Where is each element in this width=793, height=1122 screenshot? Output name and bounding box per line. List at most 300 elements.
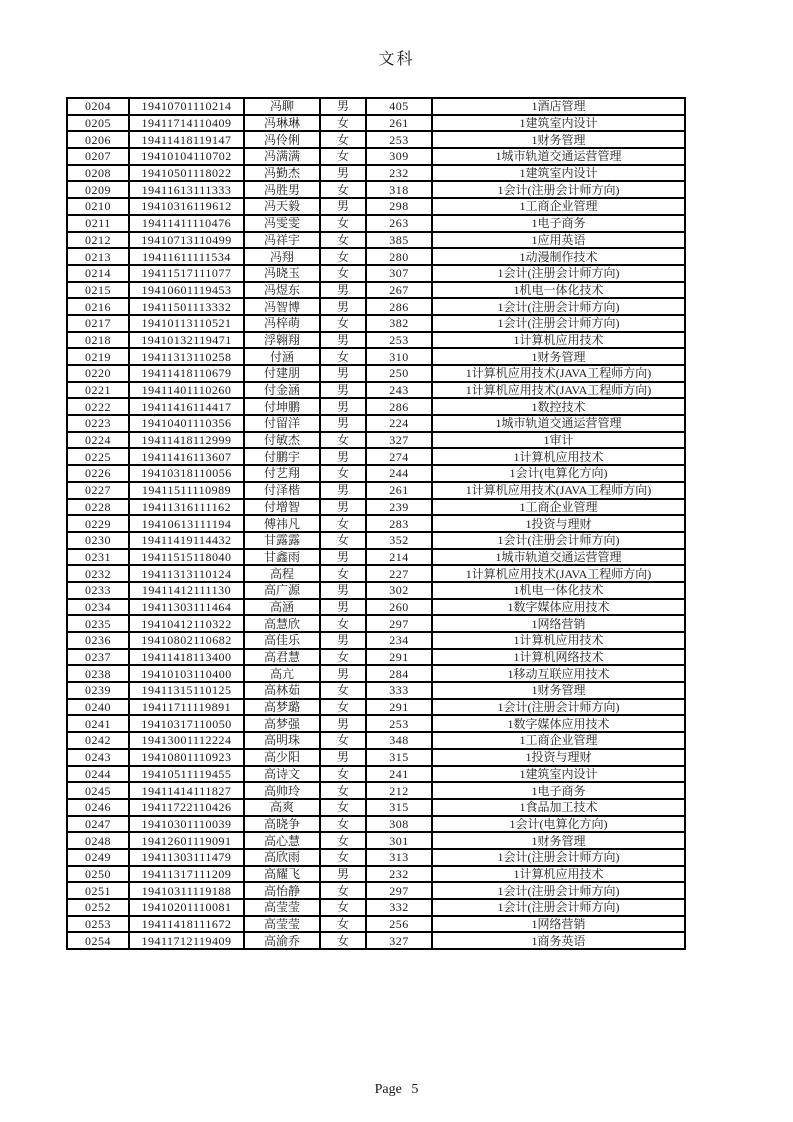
cell-score: 253 bbox=[366, 332, 432, 349]
cell-gender: 女 bbox=[320, 899, 366, 916]
cell-score: 283 bbox=[366, 515, 432, 532]
cell-score: 327 bbox=[366, 932, 432, 949]
table-row bbox=[67, 348, 685, 365]
cell-score: 234 bbox=[366, 632, 432, 649]
cell-exam-number: 19410511119455 bbox=[129, 766, 244, 783]
cell-score: 241 bbox=[366, 766, 432, 783]
cell-serial: 0215 bbox=[67, 282, 129, 299]
cell-exam-number: 19411722110426 bbox=[129, 799, 244, 816]
cell-major: 1会计(注册会计师方向) bbox=[432, 532, 685, 549]
cell-serial: 0235 bbox=[67, 615, 129, 632]
cell-name: 冯胜男 bbox=[244, 181, 320, 198]
cell-serial: 0207 bbox=[67, 148, 129, 165]
cell-name: 高广源 bbox=[244, 582, 320, 599]
table-row bbox=[67, 766, 685, 783]
cell-major: 1机电一体化技术 bbox=[432, 282, 685, 299]
cell-exam-number: 19410613111194 bbox=[129, 515, 244, 532]
cell-gender: 女 bbox=[320, 782, 366, 799]
cell-major: 1会计(注册会计师方向) bbox=[432, 181, 685, 198]
cell-major: 1投资与理财 bbox=[432, 749, 685, 766]
cell-name: 高佳乐 bbox=[244, 632, 320, 649]
cell-gender: 男 bbox=[320, 482, 366, 499]
table-row bbox=[67, 432, 685, 449]
cell-major: 1城市轨道交通运营管理 bbox=[432, 148, 685, 165]
cell-exam-number: 19411418119147 bbox=[129, 131, 244, 148]
cell-name: 高耀飞 bbox=[244, 866, 320, 883]
cell-score: 284 bbox=[366, 665, 432, 682]
cell-exam-number: 19410601119453 bbox=[129, 282, 244, 299]
table-row bbox=[67, 265, 685, 282]
cell-major: 1计算机应用技术(JAVA工程师方向) bbox=[432, 365, 685, 382]
cell-serial: 0232 bbox=[67, 565, 129, 582]
cell-name: 高心慧 bbox=[244, 832, 320, 849]
cell-score: 352 bbox=[366, 532, 432, 549]
cell-exam-number: 19411412111130 bbox=[129, 582, 244, 599]
cell-serial: 0237 bbox=[67, 649, 129, 666]
table-row bbox=[67, 131, 685, 148]
cell-serial: 0240 bbox=[67, 699, 129, 716]
cell-serial: 0247 bbox=[67, 816, 129, 833]
table-row bbox=[67, 599, 685, 616]
table-row bbox=[67, 832, 685, 849]
cell-gender: 男 bbox=[320, 549, 366, 566]
cell-score: 310 bbox=[366, 348, 432, 365]
cell-score: 297 bbox=[366, 882, 432, 899]
cell-gender: 女 bbox=[320, 465, 366, 482]
cell-major: 1数字媒体应用技术 bbox=[432, 715, 685, 732]
cell-exam-number: 19410713110499 bbox=[129, 232, 244, 249]
cell-name: 付鹏宇 bbox=[244, 448, 320, 465]
table-row bbox=[67, 532, 685, 549]
cell-exam-number: 19410412110322 bbox=[129, 615, 244, 632]
students-table-body bbox=[67, 98, 685, 949]
cell-gender: 男 bbox=[320, 332, 366, 349]
cell-name: 高怡静 bbox=[244, 882, 320, 899]
cell-score: 382 bbox=[366, 315, 432, 332]
cell-serial: 0231 bbox=[67, 549, 129, 566]
cell-major: 1电子商务 bbox=[432, 215, 685, 232]
cell-serial: 0212 bbox=[67, 232, 129, 249]
cell-major: 1财务管理 bbox=[432, 131, 685, 148]
cell-serial: 0239 bbox=[67, 682, 129, 699]
cell-gender: 女 bbox=[320, 131, 366, 148]
cell-serial: 0214 bbox=[67, 265, 129, 282]
cell-exam-number: 19411712119409 bbox=[129, 932, 244, 949]
cell-major: 1计算机应用技术(JAVA工程师方向) bbox=[432, 565, 685, 582]
cell-exam-number: 19411611111534 bbox=[129, 248, 244, 265]
cell-major: 1酒店管理 bbox=[432, 98, 685, 115]
table-row bbox=[67, 849, 685, 866]
table-row bbox=[67, 749, 685, 766]
cell-gender: 女 bbox=[320, 649, 366, 666]
cell-major: 1财务管理 bbox=[432, 348, 685, 365]
cell-major: 1电子商务 bbox=[432, 782, 685, 799]
cell-serial: 0222 bbox=[67, 398, 129, 415]
cell-name: 冯智博 bbox=[244, 298, 320, 315]
cell-gender: 男 bbox=[320, 298, 366, 315]
cell-serial: 0204 bbox=[67, 98, 129, 115]
cell-major: 1城市轨道交通运营管理 bbox=[432, 549, 685, 566]
cell-score: 250 bbox=[366, 365, 432, 382]
cell-major: 1工商企业管理 bbox=[432, 732, 685, 749]
cell-score: 315 bbox=[366, 799, 432, 816]
cell-major: 1城市轨道交通运营管理 bbox=[432, 415, 685, 432]
cell-name: 冯伶俐 bbox=[244, 131, 320, 148]
cell-gender: 女 bbox=[320, 682, 366, 699]
cell-score: 224 bbox=[366, 415, 432, 432]
cell-name: 冯勤杰 bbox=[244, 165, 320, 182]
cell-exam-number: 19411613111333 bbox=[129, 181, 244, 198]
cell-major: 1商务英语 bbox=[432, 932, 685, 949]
cell-gender: 男 bbox=[320, 582, 366, 599]
cell-major: 1财务管理 bbox=[432, 682, 685, 699]
cell-score: 256 bbox=[366, 916, 432, 933]
cell-name: 冯雯雯 bbox=[244, 215, 320, 232]
table-row bbox=[67, 499, 685, 516]
cell-name: 冯聊 bbox=[244, 98, 320, 115]
cell-exam-number: 19411414111827 bbox=[129, 782, 244, 799]
cell-exam-number: 19410201110081 bbox=[129, 899, 244, 916]
cell-score: 348 bbox=[366, 732, 432, 749]
cell-name: 高欣雨 bbox=[244, 849, 320, 866]
table-row bbox=[67, 665, 685, 682]
cell-name: 傅祎凡 bbox=[244, 515, 320, 532]
cell-gender: 女 bbox=[320, 766, 366, 783]
cell-serial: 0242 bbox=[67, 732, 129, 749]
cell-gender: 女 bbox=[320, 215, 366, 232]
cell-gender: 女 bbox=[320, 565, 366, 582]
cell-score: 239 bbox=[366, 499, 432, 516]
cell-exam-number: 19410318110056 bbox=[129, 465, 244, 482]
cell-major: 1会计(注册会计师方向) bbox=[432, 265, 685, 282]
cell-score: 214 bbox=[366, 549, 432, 566]
cell-serial: 0221 bbox=[67, 382, 129, 399]
table-row bbox=[67, 248, 685, 265]
cell-exam-number: 19411515118040 bbox=[129, 549, 244, 566]
table-row bbox=[67, 782, 685, 799]
cell-exam-number: 19410801110923 bbox=[129, 749, 244, 766]
cell-major: 1计算机应用技术(JAVA工程师方向) bbox=[432, 482, 685, 499]
cell-serial: 0238 bbox=[67, 665, 129, 682]
table-row bbox=[67, 365, 685, 382]
cell-exam-number: 19411418111672 bbox=[129, 916, 244, 933]
cell-name: 高莹莹 bbox=[244, 916, 320, 933]
cell-gender: 男 bbox=[320, 715, 366, 732]
cell-major: 1会计(注册会计师方向) bbox=[432, 699, 685, 716]
cell-gender: 女 bbox=[320, 532, 366, 549]
table-row bbox=[67, 549, 685, 566]
cell-score: 307 bbox=[366, 265, 432, 282]
cell-serial: 0219 bbox=[67, 348, 129, 365]
cell-gender: 女 bbox=[320, 248, 366, 265]
cell-name: 冯煜东 bbox=[244, 282, 320, 299]
cell-serial: 0224 bbox=[67, 432, 129, 449]
cell-exam-number: 19410132119471 bbox=[129, 332, 244, 349]
cell-name: 冯翔 bbox=[244, 248, 320, 265]
cell-major: 1会计(电算化方向) bbox=[432, 465, 685, 482]
cell-gender: 男 bbox=[320, 749, 366, 766]
cell-exam-number: 19411416114417 bbox=[129, 398, 244, 415]
table-row bbox=[67, 98, 685, 115]
cell-name: 冯晓玉 bbox=[244, 265, 320, 282]
cell-gender: 男 bbox=[320, 398, 366, 415]
cell-exam-number: 19411501113332 bbox=[129, 298, 244, 315]
cell-exam-number: 19411416113607 bbox=[129, 448, 244, 465]
table-row bbox=[67, 215, 685, 232]
cell-name: 高梦璐 bbox=[244, 699, 320, 716]
cell-gender: 女 bbox=[320, 882, 366, 899]
cell-serial: 0217 bbox=[67, 315, 129, 332]
cell-serial: 0227 bbox=[67, 482, 129, 499]
cell-serial: 0225 bbox=[67, 448, 129, 465]
cell-major: 1工商企业管理 bbox=[432, 499, 685, 516]
cell-name: 付艺翔 bbox=[244, 465, 320, 482]
cell-gender: 女 bbox=[320, 265, 366, 282]
cell-serial: 0233 bbox=[67, 582, 129, 599]
cell-score: 267 bbox=[366, 282, 432, 299]
cell-major: 1投资与理财 bbox=[432, 515, 685, 532]
cell-exam-number: 19411517111077 bbox=[129, 265, 244, 282]
cell-score: 297 bbox=[366, 615, 432, 632]
cell-serial: 0248 bbox=[67, 832, 129, 849]
cell-gender: 男 bbox=[320, 198, 366, 215]
cell-score: 405 bbox=[366, 98, 432, 115]
cell-score: 309 bbox=[366, 148, 432, 165]
cell-major: 1数控技术 bbox=[432, 398, 685, 415]
cell-name: 浮翱翔 bbox=[244, 332, 320, 349]
cell-exam-number: 19410317110050 bbox=[129, 715, 244, 732]
cell-exam-number: 19411411110476 bbox=[129, 215, 244, 232]
cell-major: 1财务管理 bbox=[432, 832, 685, 849]
cell-score: 286 bbox=[366, 398, 432, 415]
cell-gender: 女 bbox=[320, 732, 366, 749]
table-row bbox=[67, 649, 685, 666]
cell-serial: 0205 bbox=[67, 115, 129, 132]
cell-gender: 女 bbox=[320, 849, 366, 866]
cell-gender: 男 bbox=[320, 98, 366, 115]
cell-name: 高林茹 bbox=[244, 682, 320, 699]
cell-name: 高慧欣 bbox=[244, 615, 320, 632]
cell-major: 1计算机网络技术 bbox=[432, 649, 685, 666]
table-row bbox=[67, 715, 685, 732]
cell-major: 1建筑室内设计 bbox=[432, 115, 685, 132]
cell-serial: 0223 bbox=[67, 415, 129, 432]
cell-score: 291 bbox=[366, 649, 432, 666]
table-row bbox=[67, 115, 685, 132]
cell-name: 高莹莹 bbox=[244, 899, 320, 916]
cell-score: 313 bbox=[366, 849, 432, 866]
cell-gender: 女 bbox=[320, 232, 366, 249]
cell-gender: 男 bbox=[320, 866, 366, 883]
cell-serial: 0220 bbox=[67, 365, 129, 382]
table-row bbox=[67, 932, 685, 949]
cell-gender: 女 bbox=[320, 832, 366, 849]
cell-exam-number: 19411315110125 bbox=[129, 682, 244, 699]
table-row bbox=[67, 515, 685, 532]
cell-exam-number: 19411418112999 bbox=[129, 432, 244, 449]
cell-score: 212 bbox=[366, 782, 432, 799]
cell-serial: 0250 bbox=[67, 866, 129, 883]
cell-score: 263 bbox=[366, 215, 432, 232]
table-row bbox=[67, 582, 685, 599]
cell-name: 高渝乔 bbox=[244, 932, 320, 949]
cell-major: 1动漫制作技术 bbox=[432, 248, 685, 265]
cell-serial: 0206 bbox=[67, 131, 129, 148]
cell-gender: 男 bbox=[320, 382, 366, 399]
cell-score: 327 bbox=[366, 432, 432, 449]
cell-score: 302 bbox=[366, 582, 432, 599]
cell-exam-number: 19411418110679 bbox=[129, 365, 244, 382]
cell-exam-number: 19410301110039 bbox=[129, 816, 244, 833]
cell-exam-number: 19412601119091 bbox=[129, 832, 244, 849]
cell-gender: 女 bbox=[320, 315, 366, 332]
cell-gender: 男 bbox=[320, 665, 366, 682]
cell-score: 232 bbox=[366, 866, 432, 883]
cell-name: 高涵 bbox=[244, 599, 320, 616]
table-row bbox=[67, 448, 685, 465]
cell-score: 260 bbox=[366, 599, 432, 616]
cell-exam-number: 19410802110682 bbox=[129, 632, 244, 649]
cell-exam-number: 19410104110702 bbox=[129, 148, 244, 165]
cell-serial: 0249 bbox=[67, 849, 129, 866]
cell-name: 冯天毅 bbox=[244, 198, 320, 215]
cell-gender: 女 bbox=[320, 799, 366, 816]
cell-serial: 0246 bbox=[67, 799, 129, 816]
cell-serial: 0228 bbox=[67, 499, 129, 516]
cell-gender: 男 bbox=[320, 365, 366, 382]
cell-major: 1机电一体化技术 bbox=[432, 582, 685, 599]
cell-gender: 女 bbox=[320, 148, 366, 165]
cell-serial: 0253 bbox=[67, 916, 129, 933]
cell-serial: 0218 bbox=[67, 332, 129, 349]
cell-gender: 女 bbox=[320, 515, 366, 532]
cell-exam-number: 19411303111479 bbox=[129, 849, 244, 866]
table-row bbox=[67, 465, 685, 482]
table-row bbox=[67, 398, 685, 415]
cell-exam-number: 19411316111162 bbox=[129, 499, 244, 516]
cell-name: 甘鑫雨 bbox=[244, 549, 320, 566]
table-row bbox=[67, 415, 685, 432]
cell-name: 高梦强 bbox=[244, 715, 320, 732]
cell-gender: 男 bbox=[320, 448, 366, 465]
cell-serial: 0208 bbox=[67, 165, 129, 182]
table-row bbox=[67, 282, 685, 299]
cell-gender: 女 bbox=[320, 348, 366, 365]
table-row bbox=[67, 882, 685, 899]
cell-name: 付建朋 bbox=[244, 365, 320, 382]
cell-major: 1计算机应用技术(JAVA工程师方向) bbox=[432, 382, 685, 399]
cell-exam-number: 19411317111209 bbox=[129, 866, 244, 883]
cell-exam-number: 19411511110989 bbox=[129, 482, 244, 499]
cell-score: 261 bbox=[366, 115, 432, 132]
cell-exam-number: 19411714110409 bbox=[129, 115, 244, 132]
cell-serial: 0245 bbox=[67, 782, 129, 799]
cell-gender: 女 bbox=[320, 181, 366, 198]
cell-gender: 女 bbox=[320, 432, 366, 449]
cell-gender: 女 bbox=[320, 699, 366, 716]
cell-name: 付泽楷 bbox=[244, 482, 320, 499]
cell-name: 冯琳琳 bbox=[244, 115, 320, 132]
cell-name: 付金涵 bbox=[244, 382, 320, 399]
cell-exam-number: 19411313110124 bbox=[129, 565, 244, 582]
table-row bbox=[67, 315, 685, 332]
cell-major: 1食品加工技术 bbox=[432, 799, 685, 816]
cell-major: 1会计(注册会计师方向) bbox=[432, 849, 685, 866]
table-row bbox=[67, 899, 685, 916]
cell-score: 253 bbox=[366, 715, 432, 732]
cell-serial: 0229 bbox=[67, 515, 129, 532]
table-row bbox=[67, 916, 685, 933]
table-row bbox=[67, 232, 685, 249]
cell-serial: 0213 bbox=[67, 248, 129, 265]
table-row bbox=[67, 565, 685, 582]
cell-name: 高亢 bbox=[244, 665, 320, 682]
table-row bbox=[67, 382, 685, 399]
table-row bbox=[67, 198, 685, 215]
cell-serial: 0230 bbox=[67, 532, 129, 549]
cell-gender: 男 bbox=[320, 632, 366, 649]
cell-name: 高诗文 bbox=[244, 766, 320, 783]
cell-exam-number: 19413001112224 bbox=[129, 732, 244, 749]
cell-name: 高明珠 bbox=[244, 732, 320, 749]
cell-exam-number: 19411419114432 bbox=[129, 532, 244, 549]
cell-score: 333 bbox=[366, 682, 432, 699]
table-row bbox=[67, 148, 685, 165]
cell-gender: 女 bbox=[320, 615, 366, 632]
cell-major: 1会计(注册会计师方向) bbox=[432, 899, 685, 916]
table-row bbox=[67, 181, 685, 198]
cell-serial: 0234 bbox=[67, 599, 129, 616]
table-row bbox=[67, 699, 685, 716]
cell-serial: 0210 bbox=[67, 198, 129, 215]
cell-major: 1移动互联应用技术 bbox=[432, 665, 685, 682]
cell-name: 冯梓萌 bbox=[244, 315, 320, 332]
cell-exam-number: 19410316119612 bbox=[129, 198, 244, 215]
cell-name: 付涵 bbox=[244, 348, 320, 365]
cell-score: 232 bbox=[366, 165, 432, 182]
students-table bbox=[66, 97, 686, 950]
cell-exam-number: 19411711119891 bbox=[129, 699, 244, 716]
cell-gender: 女 bbox=[320, 816, 366, 833]
cell-score: 227 bbox=[366, 565, 432, 582]
cell-gender: 男 bbox=[320, 499, 366, 516]
cell-exam-number: 19411303111464 bbox=[129, 599, 244, 616]
cell-gender: 男 bbox=[320, 165, 366, 182]
cell-major: 1会计(注册会计师方向) bbox=[432, 315, 685, 332]
cell-exam-number: 19411313110258 bbox=[129, 348, 244, 365]
cell-score: 244 bbox=[366, 465, 432, 482]
cell-score: 332 bbox=[366, 899, 432, 916]
cell-major: 1会计(注册会计师方向) bbox=[432, 882, 685, 899]
cell-major: 1会计(注册会计师方向) bbox=[432, 298, 685, 315]
cell-score: 274 bbox=[366, 448, 432, 465]
cell-score: 286 bbox=[366, 298, 432, 315]
cell-exam-number: 19411418113400 bbox=[129, 649, 244, 666]
cell-name: 高程 bbox=[244, 565, 320, 582]
page-number: Page 5 bbox=[374, 1082, 419, 1097]
cell-exam-number: 19410113110521 bbox=[129, 315, 244, 332]
cell-name: 冯满满 bbox=[244, 148, 320, 165]
cell-serial: 0226 bbox=[67, 465, 129, 482]
cell-major: 1计算机应用技术 bbox=[432, 632, 685, 649]
cell-name: 冯祥宇 bbox=[244, 232, 320, 249]
cell-major: 1工商企业管理 bbox=[432, 198, 685, 215]
table-row bbox=[67, 816, 685, 833]
cell-major: 1计算机应用技术 bbox=[432, 866, 685, 883]
cell-serial: 0236 bbox=[67, 632, 129, 649]
cell-major: 1计算机应用技术 bbox=[432, 448, 685, 465]
cell-score: 280 bbox=[366, 248, 432, 265]
